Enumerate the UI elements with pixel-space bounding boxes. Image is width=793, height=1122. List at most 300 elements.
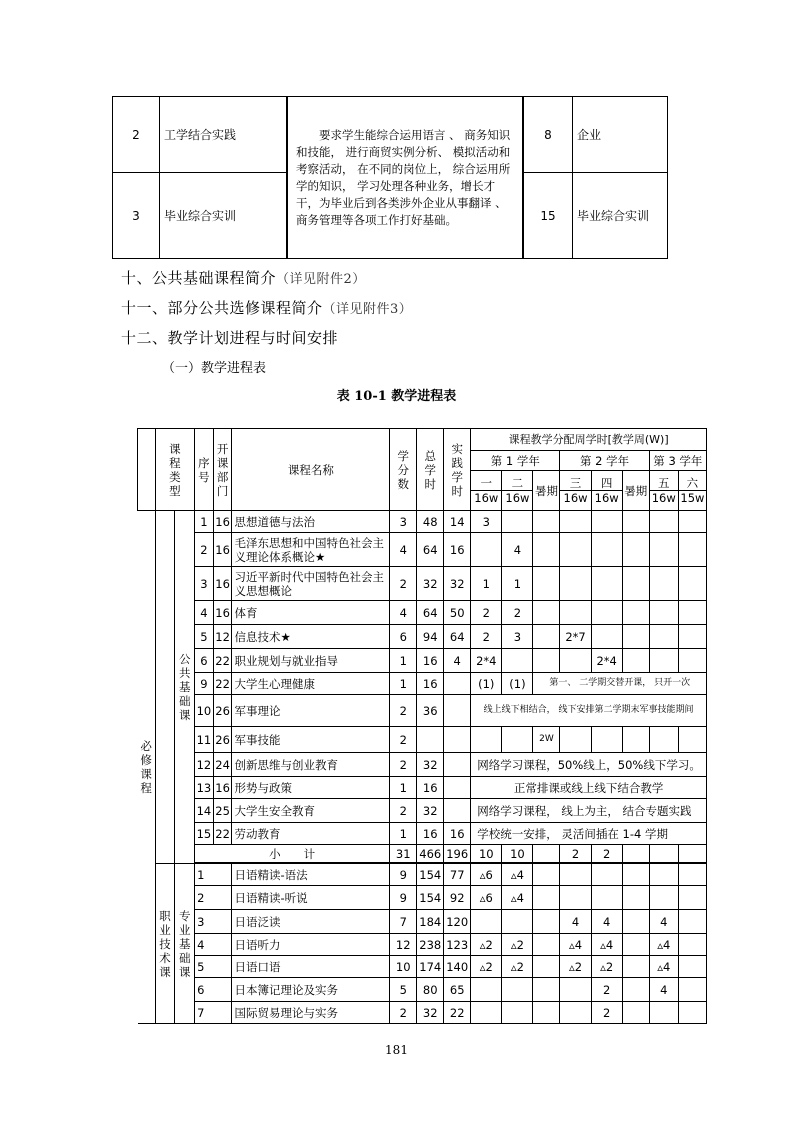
- cell-course: 日语口语: [232, 956, 390, 978]
- teaching-schedule-table: [137, 428, 707, 1024]
- cell-summer: [533, 910, 560, 934]
- cell-credit: 12: [390, 934, 417, 956]
- cell-summer: [533, 934, 560, 956]
- cell-seq: 4: [195, 601, 214, 625]
- cell-course: 军事技能: [232, 727, 390, 753]
- cell-s3: [560, 601, 591, 625]
- sem-label: 五: [658, 476, 670, 490]
- cell-hours: 32: [417, 567, 444, 601]
- cell-s4: [591, 533, 622, 567]
- cell-s1: 2*4: [471, 649, 502, 673]
- cell-s3: [560, 533, 591, 567]
- cell-hours: 154: [417, 864, 444, 886]
- cell-dept: 12: [213, 625, 232, 649]
- cell-s3: [560, 511, 591, 533]
- cell-seq: 5: [195, 625, 214, 649]
- header-sem4: [591, 471, 622, 511]
- header-year1: 第 1 学年: [471, 451, 560, 471]
- cell-s4: [591, 567, 622, 601]
- week-label: 16w: [471, 490, 501, 505]
- cell-summer: [622, 845, 649, 863]
- cell-hours: [417, 727, 444, 753]
- week-label: 16w: [502, 490, 532, 505]
- cell-practice: 16: [444, 533, 471, 567]
- cell-s5: [649, 864, 678, 886]
- cell-summer: [533, 956, 560, 978]
- cell-credit: 2: [390, 695, 417, 727]
- cell-seq: 6: [195, 978, 232, 1002]
- cell-s2: 3: [502, 625, 533, 649]
- section-note: （详见附件2）: [276, 272, 366, 287]
- cell-s2: 4: [502, 533, 533, 567]
- cell-s4: [591, 601, 622, 625]
- cell-note: 网络学习课程，50%线上，50%线下学习。: [471, 753, 707, 777]
- cell-hours: 32: [417, 1002, 444, 1024]
- cell-s6: [678, 1002, 706, 1024]
- cell-s3: 2*7: [560, 625, 591, 649]
- cell-dept: 24: [213, 753, 232, 777]
- cell-s1: 2: [471, 601, 502, 625]
- cell-s6: [678, 910, 706, 934]
- cell-dept: 22: [213, 649, 232, 673]
- table-cell: 工学结合实践: [160, 97, 288, 173]
- cell-s6: [678, 625, 706, 649]
- cell-s5: [649, 886, 678, 910]
- cell-s2: (1): [502, 673, 533, 695]
- cell-credit: 2: [390, 567, 417, 601]
- cell-practice: [444, 753, 471, 777]
- cell-s2: [502, 1002, 533, 1024]
- cell-credit: 6: [390, 625, 417, 649]
- subtotal-label: 小 计: [195, 845, 390, 863]
- cell-s1: [471, 910, 502, 934]
- cell-s6: [678, 567, 706, 601]
- cell-s6: [678, 533, 706, 567]
- cell-practice: 4: [444, 649, 471, 673]
- cell-practice: 123: [444, 934, 471, 956]
- header-hours: 总 学 时: [417, 429, 444, 511]
- page-number: 181: [385, 1043, 408, 1057]
- cell-course: 劳动教育: [232, 823, 390, 845]
- cell-credit: 4: [390, 601, 417, 625]
- cell-credit: 2: [390, 727, 417, 753]
- subtotal-s4: 2: [591, 845, 622, 863]
- cell-credit: 1: [390, 649, 417, 673]
- table-cell: 15: [523, 173, 573, 259]
- table-cell: 企业: [573, 97, 668, 173]
- cell-dept: 16: [213, 601, 232, 625]
- cell-s6: [678, 845, 706, 863]
- cell-s3: [560, 886, 591, 910]
- cell-hours: 32: [417, 799, 444, 823]
- cell-s6: [678, 649, 706, 673]
- subsection-heading: （一）教学进程表: [162, 361, 267, 376]
- cell-s5: [649, 649, 678, 673]
- cell-blank: [138, 429, 156, 511]
- section-title: 十二、教学计划进程与时间安排: [121, 329, 339, 347]
- cell-practice: 64: [444, 625, 471, 649]
- subtotal-s1: 10: [471, 845, 502, 863]
- cell-practice: 65: [444, 978, 471, 1002]
- cell-seq: 6: [195, 649, 214, 673]
- cell-seq: 13: [195, 777, 214, 799]
- cell-dept: 26: [213, 727, 232, 753]
- cell-credit: 1: [390, 777, 417, 799]
- header-name: 课程名称: [232, 429, 390, 511]
- cell-s4: [591, 727, 622, 753]
- cell-practice: [444, 799, 471, 823]
- section-heading: [121, 327, 338, 348]
- cell-s3: [560, 1002, 591, 1024]
- cell-hours: 16: [417, 649, 444, 673]
- cell-seq: 12: [195, 753, 214, 777]
- cell-s3: 4: [560, 910, 591, 934]
- header-sem5: [649, 471, 678, 511]
- cell-s3: [560, 649, 591, 673]
- cell-credit: 4: [390, 533, 417, 567]
- cell-s2: [502, 978, 533, 1002]
- cell-dept: 22: [213, 823, 232, 845]
- cell-course: 毛泽东思想和中国特色社会主义理论体系概论★: [232, 533, 390, 567]
- sem-label: 三: [569, 476, 582, 490]
- cell-s4: [591, 886, 622, 910]
- cell-summer: [622, 567, 649, 601]
- cell-course: 大学生安全教育: [232, 799, 390, 823]
- sem-label: 一: [480, 476, 493, 490]
- group-public: 公 共 基 础 课: [175, 511, 195, 864]
- cell-summer: [622, 625, 649, 649]
- cell-practice: [444, 673, 471, 695]
- cell-hours: 16: [417, 673, 444, 695]
- cell-s1: (1): [471, 673, 502, 695]
- cell-note: 线上线下相结合， 线下安排第二学期末军事技能期间: [471, 695, 707, 727]
- subtotal-practice: 196: [444, 845, 471, 863]
- cell-s2: [502, 910, 533, 934]
- cell-s2: ▵4: [502, 864, 533, 886]
- cell-s3: [560, 864, 591, 886]
- cell-s2: 1: [502, 567, 533, 601]
- cell-seq: 5: [195, 956, 232, 978]
- cell-seq: 15: [195, 823, 214, 845]
- cell-practice: 32: [444, 567, 471, 601]
- subtotal-s3: 2: [560, 845, 591, 863]
- cell-summer: [533, 511, 560, 533]
- cell-hours: 238: [417, 934, 444, 956]
- cell-course: 信息技术★: [232, 625, 390, 649]
- table-cell: 2: [113, 97, 160, 173]
- cell-seq: 1: [195, 511, 214, 533]
- cell-s2: ▵2: [502, 956, 533, 978]
- cell-s3: [560, 978, 591, 1002]
- cell-credit: 7: [390, 910, 417, 934]
- cell-practice: [444, 695, 471, 727]
- cell-s1: 1: [471, 567, 502, 601]
- cell-s6: [678, 601, 706, 625]
- cell-course: 日语听力: [232, 934, 390, 956]
- cell-seq: 2: [195, 886, 232, 910]
- header-distribution: 课程教学分配周学时[教学周(W)]: [471, 429, 707, 451]
- cell-summer: [622, 727, 649, 753]
- group-prof: 职 业 技 术 课: [155, 864, 175, 1024]
- cell-seq: 4: [195, 934, 232, 956]
- cell-dept: 22: [213, 673, 232, 695]
- cell-credit: 2: [390, 1002, 417, 1024]
- cell-hours: 64: [417, 533, 444, 567]
- cell-s6: [678, 956, 706, 978]
- cell-credit: 9: [390, 886, 417, 910]
- cell-summer: [622, 934, 649, 956]
- week-label: 16w: [592, 490, 622, 505]
- cell-dept: 16: [213, 777, 232, 799]
- cell-summer: [533, 533, 560, 567]
- cell-seq: 7: [195, 1002, 232, 1024]
- cell-seq: 3: [195, 567, 214, 601]
- cell-course: 形势与政策: [232, 777, 390, 799]
- cell-s6: [678, 511, 706, 533]
- section-title: 十、公共基础课程简介: [121, 269, 277, 287]
- cell-hours: 16: [417, 823, 444, 845]
- cell-practice: 22: [444, 1002, 471, 1024]
- cell-s4: [591, 511, 622, 533]
- cell-summer: [622, 1002, 649, 1024]
- cell-s3: ▵2: [560, 956, 591, 978]
- cell-note: 正常排课或线上线下结合教学: [471, 777, 707, 799]
- cell-summer: [622, 886, 649, 910]
- cell-seq: 2: [195, 533, 214, 567]
- cell-summer: [622, 978, 649, 1002]
- cell-s2: ▵4: [502, 886, 533, 910]
- cell-dept: 16: [213, 511, 232, 533]
- cell-practice: 77: [444, 864, 471, 886]
- table-cell: 毕业综合实训: [573, 173, 668, 259]
- cell-summer: [622, 910, 649, 934]
- cell-s2: [502, 727, 533, 753]
- table-cell: 3: [113, 173, 160, 259]
- cell-s6: [678, 864, 706, 886]
- subtotal-credit: 31: [390, 845, 417, 863]
- cell-s6: [678, 934, 706, 956]
- subtotal-hours: 466: [417, 845, 444, 863]
- cell-dept: 26: [213, 695, 232, 727]
- cell-s3: ▵4: [560, 934, 591, 956]
- cell-s2: [502, 511, 533, 533]
- cell-seq: 10: [195, 695, 214, 727]
- section-heading: [121, 267, 366, 288]
- sem-label: 六: [686, 476, 699, 490]
- cell-s5: 4: [649, 910, 678, 934]
- cell-s4: 4: [591, 910, 622, 934]
- cell-s2: ▵2: [502, 934, 533, 956]
- cell-s6: [678, 727, 706, 753]
- header-year2: 第 2 学年: [560, 451, 649, 471]
- week-label: 16w: [560, 490, 590, 505]
- cell-s4: 2: [591, 978, 622, 1002]
- cell-course: 职业规划与就业指导: [232, 649, 390, 673]
- cell-s1: [471, 1002, 502, 1024]
- cell-credit: 5: [390, 978, 417, 1002]
- cell-summer: [622, 864, 649, 886]
- cell-hours: 64: [417, 601, 444, 625]
- cell-summer: 2W: [533, 727, 560, 753]
- cell-practice: 120: [444, 910, 471, 934]
- table-cell: 8: [523, 97, 573, 173]
- cell-credit: 10: [390, 956, 417, 978]
- cell-summer: [533, 601, 560, 625]
- section-heading: [121, 297, 412, 318]
- cell-s1: ▵2: [471, 934, 502, 956]
- header-sem2: [502, 471, 533, 511]
- cell-course: 日语泛读: [232, 910, 390, 934]
- week-label: 15w: [680, 491, 705, 505]
- cell-blank: [155, 511, 175, 864]
- cell-practice: 92: [444, 886, 471, 910]
- cell-s5: 4: [649, 978, 678, 1002]
- cell-s5: ▵4: [649, 956, 678, 978]
- cell-credit: 1: [390, 673, 417, 695]
- cell-s5: [649, 727, 678, 753]
- cell-summer: [622, 511, 649, 533]
- cell-s5: [649, 845, 678, 863]
- header-year3: 第 3 学年: [649, 451, 706, 471]
- cell-summer: [533, 886, 560, 910]
- cell-course: 日语精读-语法: [232, 864, 390, 886]
- table-caption: 表 10-1 教学进程表: [336, 389, 457, 404]
- cell-summer: [622, 956, 649, 978]
- table-cell: 毕业综合实训: [160, 173, 288, 259]
- internship-table: [112, 96, 668, 259]
- header-summer1: 暑期: [533, 471, 560, 511]
- cell-hours: 174: [417, 956, 444, 978]
- header-credit: 学 分 数: [390, 429, 417, 511]
- cell-note: 学校统一安排， 灵活间插在 1-4 学期: [471, 823, 707, 845]
- cell-credit: 2: [390, 753, 417, 777]
- cell-dept: 16: [213, 533, 232, 567]
- cell-practice: 14: [444, 511, 471, 533]
- week-label: 16w: [650, 490, 678, 505]
- cell-s5: [649, 533, 678, 567]
- subtotal-s2: 10: [502, 845, 533, 863]
- cell-summer: [622, 601, 649, 625]
- cell-note: 第一、 二学期交替开课， 只开一次: [533, 673, 707, 695]
- cell-s3: [560, 567, 591, 601]
- cell-dept: 25: [213, 799, 232, 823]
- cell-hours: 48: [417, 511, 444, 533]
- cell-s2: 2: [502, 601, 533, 625]
- cell-credit: 1: [390, 823, 417, 845]
- cell-s1: ▵6: [471, 886, 502, 910]
- group-prof-base: 专 业 基 础 课: [175, 864, 195, 1024]
- cell-summer: [533, 864, 560, 886]
- cell-practice: 140: [444, 956, 471, 978]
- cell-summer: [533, 978, 560, 1002]
- header-seq: 序 号: [195, 429, 214, 511]
- cell-s5: [649, 511, 678, 533]
- cell-s5: [649, 601, 678, 625]
- cell-hours: 36: [417, 695, 444, 727]
- cell-practice: 16: [444, 823, 471, 845]
- cell-seq: 11: [195, 727, 214, 753]
- cell-seq: 14: [195, 799, 214, 823]
- header-dept: 开 课 部 门: [213, 429, 232, 511]
- cell-s1: ▵2: [471, 956, 502, 978]
- table-cell: 要求学生能综合运用语言 、 商务知识和技能， 进行商贸实例分析、 模拟活动和考察活动， 在不同的岗位上， 综合运用所学的知识， 学习处理各种业务，增长才干，为毕业后到各类涉外企业从事翻译 、 商务管理等各项工作打好基础。: [287, 97, 523, 259]
- cell-s6: [678, 978, 706, 1002]
- cell-summer: [533, 625, 560, 649]
- cell-s4: ▵2: [591, 956, 622, 978]
- cell-hours: 94: [417, 625, 444, 649]
- cell-course: 习近平新时代中国特色社会主义思想概论: [232, 567, 390, 601]
- cell-course: 大学生心理健康: [232, 673, 390, 695]
- cell-s4: [591, 625, 622, 649]
- cell-s3: [560, 727, 591, 753]
- cell-practice: [444, 727, 471, 753]
- cell-summer: [622, 533, 649, 567]
- cell-credit: 2: [390, 799, 417, 823]
- cell-course: 日本簿记理论及实务: [232, 978, 390, 1002]
- cell-s2: [502, 649, 533, 673]
- cell-summer: [533, 845, 560, 863]
- cell-summer: [533, 567, 560, 601]
- sem-label: 四: [600, 476, 613, 490]
- cell-s5: [649, 567, 678, 601]
- cell-s4: 2: [591, 1002, 622, 1024]
- cell-course: 思想道德与法治: [232, 511, 390, 533]
- cell-s5: ▵4: [649, 934, 678, 956]
- header-summer2: 暑期: [622, 471, 649, 511]
- cell-summer: [622, 649, 649, 673]
- cell-dept: 16: [213, 567, 232, 601]
- cell-s6: [678, 886, 706, 910]
- cell-seq: 3: [195, 910, 232, 934]
- cell-course: 体育: [232, 601, 390, 625]
- header-type: 课 程 类 型: [155, 429, 194, 511]
- cell-hours: 80: [417, 978, 444, 1002]
- cell-s4: ▵4: [591, 934, 622, 956]
- cell-hours: 184: [417, 910, 444, 934]
- cell-credit: 9: [390, 864, 417, 886]
- header-practice: 实 践 学 时: [444, 429, 471, 511]
- cell-s1: ▵6: [471, 864, 502, 886]
- section-note: （详见附件3）: [322, 302, 413, 317]
- cell-course: 国际贸易理论与实务: [232, 1002, 390, 1024]
- sem-label: 二: [511, 476, 524, 490]
- cell-practice: 50: [444, 601, 471, 625]
- cell-hours: 32: [417, 753, 444, 777]
- header-sem6: [678, 471, 706, 511]
- cell-seq: 9: [195, 673, 214, 695]
- cell-s1: [471, 978, 502, 1002]
- cell-course: 日语精读-听说: [232, 886, 390, 910]
- cell-s1: 3: [471, 511, 502, 533]
- cell-s5: [649, 1002, 678, 1024]
- cell-hours: 154: [417, 886, 444, 910]
- cell-course: 创新思维与创业教育: [232, 753, 390, 777]
- cell-summer: [533, 1002, 560, 1024]
- group-required: 必 修 课 程: [138, 511, 156, 1024]
- cell-note: 网络学习课程， 线上为主， 结合专题实践: [471, 799, 707, 823]
- cell-practice: [444, 777, 471, 799]
- cell-s1: [471, 533, 502, 567]
- cell-s5: [649, 625, 678, 649]
- cell-s4: 2*4: [591, 649, 622, 673]
- cell-credit: 3: [390, 511, 417, 533]
- cell-s1: 2: [471, 625, 502, 649]
- cell-s4: [591, 864, 622, 886]
- header-sem1: [471, 471, 502, 511]
- cell-s1: [471, 727, 502, 753]
- cell-course: 军事理论: [232, 695, 390, 727]
- cell-seq: 1: [195, 864, 232, 886]
